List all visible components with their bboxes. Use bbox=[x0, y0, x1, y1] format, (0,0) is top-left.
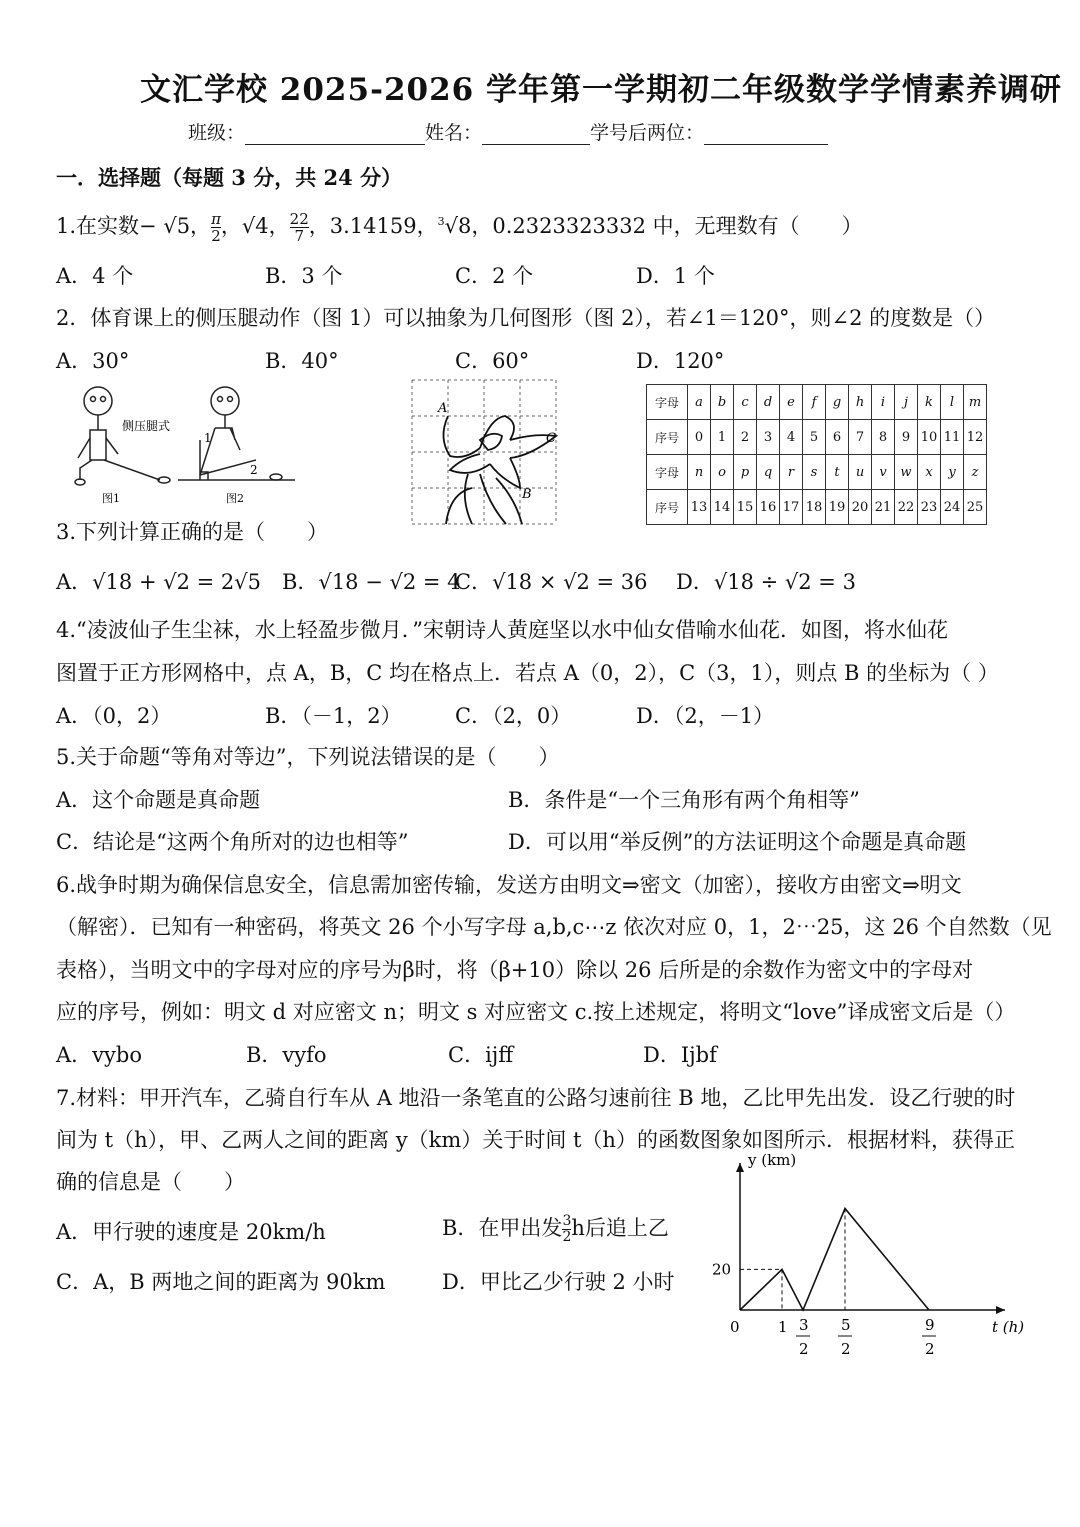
letter-cell: l bbox=[941, 385, 964, 420]
name-label: 姓名： bbox=[425, 122, 483, 144]
q7-option-b-pre: B．在甲出发 bbox=[442, 1216, 563, 1240]
math-cbrt8: $^3$√8 bbox=[437, 214, 472, 238]
letter-cell: o bbox=[711, 455, 734, 490]
y-axis-arrow bbox=[736, 1163, 744, 1172]
point-c-label: C bbox=[546, 431, 556, 446]
q7-option-a[interactable]: A．甲行驶的速度是 20km/h bbox=[56, 1220, 326, 1244]
letter-cell: b bbox=[711, 385, 734, 420]
class-label: 班级： bbox=[188, 122, 246, 144]
q1-option-a[interactable]: A．4 个 bbox=[56, 264, 134, 288]
number-cell: 18 bbox=[803, 490, 826, 525]
q1-option-c[interactable]: C．2 个 bbox=[455, 264, 534, 288]
table-row bbox=[647, 420, 987, 455]
math-22-over-7: 22 7 bbox=[289, 210, 309, 245]
table-header-cell: 序号 bbox=[647, 420, 688, 455]
letter-cell: d bbox=[757, 385, 780, 420]
q6-option-c[interactable]: C．ijff bbox=[448, 1043, 514, 1067]
question-7-line-3: 确的信息是（ ） bbox=[56, 1170, 245, 1194]
question-7-line-1: 7.材料：甲开汽车，乙骑自行车从 A 地沿一条笔直的公路匀速前往 B 地，乙比甲先出发．设乙行驶的时 bbox=[56, 1086, 1016, 1110]
q4-option-b[interactable]: B．（－1，2） bbox=[265, 704, 402, 728]
q7-option-b-fraction: $\frac{3}{2}$ bbox=[562, 1213, 572, 1245]
letter-cell: x bbox=[918, 455, 941, 490]
section-title: 一．选择题（每题 3 分，共 24 分） bbox=[56, 165, 403, 190]
q4-option-c[interactable]: C．（2，0） bbox=[455, 704, 572, 728]
table-header-cell: 字母 bbox=[647, 455, 688, 490]
q1-option-b[interactable]: B．3 个 bbox=[265, 264, 343, 288]
number-cell: 9 bbox=[895, 420, 918, 455]
question-1-stem bbox=[56, 206, 863, 244]
question-6-line-3: 表格），当明文中的字母对应的序号为β时，将（β+10）除以 26 后所是的余数作为密文中的字母对 bbox=[56, 958, 974, 982]
table-row bbox=[647, 385, 987, 420]
question-5-stem: 5.关于命题“等角对等边”，下列说法错误的是（ ） bbox=[56, 745, 560, 769]
letter-cell: t bbox=[826, 455, 849, 490]
number-cell: 22 bbox=[895, 490, 918, 525]
question-4-line-2: 图置于正方形网格中，点 A，B，C 均在格点上．若点 A（0，2），C（3，1），则点 B 的坐标为（ ） bbox=[56, 661, 999, 685]
letter-cell: e bbox=[780, 385, 803, 420]
number-cell: 25 bbox=[964, 490, 987, 525]
letter-cell: y bbox=[941, 455, 964, 490]
student-id-label: 学号后两位： bbox=[590, 122, 705, 144]
letter-cell: w bbox=[895, 455, 918, 490]
letter-cell: h bbox=[849, 385, 872, 420]
number-cell: 19 bbox=[826, 490, 849, 525]
q5-option-a[interactable]: A．这个命题是真命题 bbox=[56, 788, 261, 812]
number-cell: 23 bbox=[918, 490, 941, 525]
letter-cell: v bbox=[872, 455, 895, 490]
q2-option-b[interactable]: B．40° bbox=[265, 349, 339, 373]
narcissus-grid-figure bbox=[410, 378, 560, 526]
number-cell: 8 bbox=[872, 420, 895, 455]
point-b-label: B bbox=[522, 487, 532, 502]
letter-cell: k bbox=[918, 385, 941, 420]
question-4-line-1: 4.“凌波仙子生尘袜，水上轻盈步微月．”宋朝诗人黄庭坚以水中仙女借喻水仙花．如图，将水仙花 bbox=[56, 618, 949, 642]
number-cell: 11 bbox=[941, 420, 964, 455]
letter-cell: n bbox=[688, 455, 711, 490]
letter-cell: p bbox=[734, 455, 757, 490]
question-6-line-4: 应的序号，例如：明文 d 对应密文 n；明文 s 对应密文 c.按上述规定，将明文“love”译成密文后是（） bbox=[56, 1000, 1016, 1024]
letter-cell: r bbox=[780, 455, 803, 490]
q2-option-c[interactable]: C．60° bbox=[455, 349, 530, 373]
x-axis-arrow bbox=[996, 1306, 1005, 1314]
math-pi-over-2: π 2 bbox=[211, 210, 221, 245]
number-cell: 2 bbox=[734, 420, 757, 455]
q7-option-b[interactable] bbox=[442, 1208, 669, 1248]
number-cell: 14 bbox=[711, 490, 734, 525]
x-tick-denominator: 2 bbox=[925, 1340, 935, 1358]
letter-cell: z bbox=[964, 455, 987, 490]
letter-cell: i bbox=[872, 385, 895, 420]
q3-option-b[interactable]: B．√18 − √2 = 4 bbox=[282, 570, 461, 594]
x-tick-numerator: 9 bbox=[925, 1316, 935, 1334]
letter-cell: c bbox=[734, 385, 757, 420]
question-6-line-2: （解密）．已知有一种密码，将英文 26 个小写字母 a,b,c⋯z 依次对应 0，1，2⋯25，这 26 个自然数（见 bbox=[56, 915, 1052, 939]
q6-option-a[interactable]: A．vybo bbox=[56, 1043, 142, 1067]
letter-cell: u bbox=[849, 455, 872, 490]
x-tick-numerator: 3 bbox=[799, 1316, 809, 1334]
number-cell: 0 bbox=[688, 420, 711, 455]
q3-option-c[interactable]: C．√18 × √2 = 36 bbox=[455, 570, 648, 594]
q6-option-b[interactable]: B．vyfo bbox=[246, 1043, 327, 1067]
cipher-table bbox=[646, 384, 987, 525]
table-header-cell: 字母 bbox=[647, 385, 688, 420]
q3-option-d[interactable]: D．√18 ÷ √2 = 3 bbox=[676, 570, 856, 594]
question-3-stem: 3.下列计算正确的是（ ） bbox=[56, 520, 329, 544]
q4-option-a[interactable]: A．（0，2） bbox=[56, 704, 172, 728]
number-cell: 20 bbox=[849, 490, 872, 525]
q5-option-c[interactable]: C．结论是“这两个角所对的边也相等” bbox=[56, 830, 409, 854]
number-cell: 13 bbox=[688, 490, 711, 525]
math-neg-sqrt5: − √5， bbox=[139, 214, 212, 238]
table-header-cell: 序号 bbox=[647, 490, 688, 525]
letter-cell: s bbox=[803, 455, 826, 490]
letter-cell: q bbox=[757, 455, 780, 490]
angle-2-label: 2 bbox=[250, 463, 258, 477]
q7-option-d[interactable]: D．甲比乙少行驶 2 小时 bbox=[442, 1270, 675, 1294]
table-row bbox=[647, 455, 987, 490]
leg-press-figure bbox=[70, 380, 300, 508]
origin-label: 0 bbox=[730, 1318, 740, 1336]
y-tick-label: 20 bbox=[712, 1260, 732, 1279]
q1-option-d[interactable]: D．1 个 bbox=[636, 264, 715, 288]
number-cell: 15 bbox=[734, 490, 757, 525]
number-cell: 4 bbox=[780, 420, 803, 455]
q5-option-d[interactable]: D．可以用“举反例”的方法证明这个命题是真命题 bbox=[508, 830, 967, 854]
q1-text-a: 1.在实数 bbox=[56, 214, 140, 238]
x-tick-numerator: 5 bbox=[841, 1316, 851, 1334]
fig1-label: 图1 bbox=[102, 492, 120, 505]
letter-cell: a bbox=[688, 385, 711, 420]
question-7-line-2: 间为 t（h），甲、乙两人之间的距离 y（km）关于时间 t（h）的函数图象如图所示．根据材料，获得正 bbox=[56, 1128, 1015, 1152]
q4-option-d[interactable]: D．（2，－1） bbox=[636, 704, 775, 728]
letter-cell: m bbox=[964, 385, 987, 420]
x-tick-denominator: 2 bbox=[799, 1340, 809, 1358]
angle-1-label: 1 bbox=[204, 431, 212, 445]
number-cell: 24 bbox=[941, 490, 964, 525]
page-title: 文汇学校 2025-2026 学年第一学期初二年级数学学情素养调研 bbox=[140, 72, 1063, 108]
q2-option-d[interactable]: D．120° bbox=[636, 349, 725, 373]
q7-option-b-post: h后追上乙 bbox=[571, 1216, 669, 1240]
q1-text-b: ， bbox=[220, 214, 242, 238]
y-axis-label: y (km) bbox=[748, 1151, 797, 1169]
letter-cell: g bbox=[826, 385, 849, 420]
number-cell: 1 bbox=[711, 420, 734, 455]
fig2-label: 图2 bbox=[226, 492, 244, 505]
q5-option-b[interactable]: B．条件是“一个三角形有两个角相等” bbox=[508, 788, 860, 812]
table-row bbox=[647, 490, 987, 525]
question-2-stem: 2．体育课上的侧压腿动作（图 1）可以抽象为几何图形（图 2），若∠1＝120°，则∠2 的度数是（） bbox=[56, 306, 996, 330]
q1-text-c: ，3.14159， bbox=[308, 214, 438, 238]
math-sqrt4: √4， bbox=[241, 214, 290, 238]
x-tick-label: 1 bbox=[778, 1318, 788, 1336]
q2-option-a[interactable]: A．30° bbox=[56, 349, 130, 373]
number-cell: 10 bbox=[918, 420, 941, 455]
letter-cell: j bbox=[895, 385, 918, 420]
letter-cell: f bbox=[803, 385, 826, 420]
student-info-fields bbox=[188, 118, 828, 145]
series-line bbox=[740, 1208, 929, 1310]
number-cell: 21 bbox=[872, 490, 895, 525]
q6-option-d[interactable]: D．Ijbf bbox=[643, 1043, 717, 1067]
question-6-line-1: 6.战争时期为确保信息安全，信息需加密传输，发送方由明文⇒密文（加密），接收方由密文⇒明文 bbox=[56, 873, 962, 897]
number-cell: 6 bbox=[826, 420, 849, 455]
number-cell: 17 bbox=[780, 490, 803, 525]
number-cell: 3 bbox=[757, 420, 780, 455]
name-field[interactable] bbox=[482, 126, 590, 145]
x-tick-denominator: 2 bbox=[841, 1340, 851, 1358]
x-axis-label: t (h) bbox=[992, 1318, 1025, 1336]
q1-text-d: ，0.2323323332 中，无理数有（ ） bbox=[471, 214, 863, 238]
class-field[interactable] bbox=[245, 126, 425, 145]
distance-time-chart bbox=[700, 1145, 1030, 1375]
number-cell: 16 bbox=[757, 490, 780, 525]
number-cell: 7 bbox=[849, 420, 872, 455]
fig-caption-text: 侧压腿式 bbox=[122, 419, 171, 433]
student-id-field[interactable] bbox=[704, 126, 828, 145]
number-cell: 12 bbox=[964, 420, 987, 455]
number-cell: 5 bbox=[803, 420, 826, 455]
q7-option-c[interactable]: C．A，B 两地之间的距离为 90km bbox=[56, 1270, 386, 1294]
point-a-label: A bbox=[438, 401, 448, 416]
q3-option-a[interactable]: A．√18 + √2 = 2√5 bbox=[56, 570, 262, 594]
